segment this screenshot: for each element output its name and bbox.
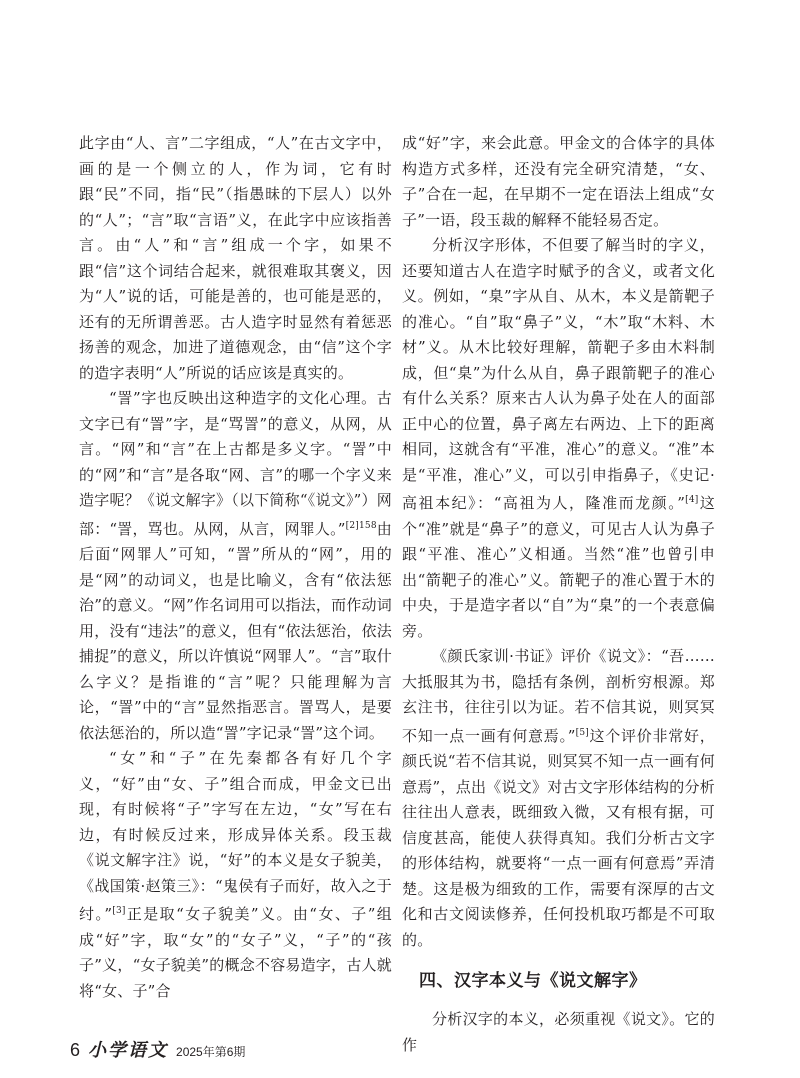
page-footer	[70, 1036, 245, 1062]
paragraph: 《颜氏家训·书证》评价《说文》：“吾……大抵服其为书，隐括有条例，剖析穷根源。郑玄注书，往往引以为证。若不信其说，则冥冥不知一点一画有何意焉。”[5]这个评价非常好，颜氏说“若不信其说，则冥冥不知一点一画有何意焉”，点出《说文》对古文字形体结构的分析往往出人意表，既细致入微，又有根有据，可信度甚高，能使人获得真知。我们分析古文字的形体结构，就要将“一点一画有何意焉”弄清楚。这是极为细致的工作，需要有深厚的古文化和古文阅读修养，任何投机取巧都是不可取的。	[402, 647, 715, 949]
issue-label: 2025年第6期	[176, 1045, 246, 1059]
page-number: 6	[70, 1040, 81, 1060]
paragraph: “詈”字也反映出这种造字的文化心理。古文字已有“詈”字，是“骂詈”的意义，从网，从言。“网”和“言”在上古都是多义字。“詈”中的“网”和“言”是各取“网、言”的哪一个字义来造字呢？《说文解字》（以下简称“《说文》”）网部：“詈，骂也。从网，从言，网罪人。”$^{[2]158}$由后面“网罪人”可知，“詈”所从的“网”，用的是“网”的动词义，也是比喻义，含有“依法惩治”的意义。“网”作名词用可以指法，而作动词用，没有“违法”的意义，但有“依法惩治，依法捕捉”的意义，所以许慎说“网罪人”。“言”取什么字义？是指谁的“言”呢？只能理解为言论，“詈”中的“言”显然指恶言。詈骂人，是要依法惩治的，所以造“詈”字记录“詈”这个词。	[79, 389, 392, 742]
paragraph: 此字由“人、言”二字组成，“人”在古文字中，画的是一个侧立的人，作为词，它有时跟“民”不同，指“民”（指愚昧的下层人）以外的“人”；“言”取“言语”义，在此字中应该指善言。由“人”和“言”组成一个字，如果不跟“信”这个词结合起来，就很难取其褒义，因为“人”说的话，可能是善的，也可能是恶的，还有的无所谓善恶。古人造字时显然有着惩恶扬善的观念，加进了道德观念，由“信”这个字的造字表明“人”所说的话应该是真实的。	[79, 134, 392, 382]
section-heading: 四、汉字本义与《说文解字》	[419, 971, 647, 991]
paragraph: 分析汉字形体，不但要了解当时的字义，还要知道古人在造字时赋予的含义，或者文化义。例如，“臬”字从自、从木，本义是箭靶子的准心。“自”取“鼻子”义，“木”取“木料、木材”义。从木比较好理解，箭靶子多由木料制成，但“臬”为什么从自，鼻子跟箭靶子的准心有什么关系？原来古人认为鼻子处在人的面部正中心的位置，鼻子离左右两边、上下的距离相同，这就含有“平准，准心”的意义。“准”本是“平准，准心”义，可以引申指鼻子，《史记·高祖本纪》：“高祖为人，隆准而龙颜。”[4]这个“准”就是“鼻子”的意义，可见古人认为鼻子跟“平准、准心”义相通。当然“准”也曾引申出“箭靶子的准心”义。箭靶子的准心置于木的中央，于是造字者以“自”为“臬”的一个表意偏旁。	[402, 236, 716, 640]
paragraph: “女”和“子”在先秦都各有好几个字义，“好”由“女、子”组合而成，甲金文已出现，有时候将“子”字写在左边，“女”写在右边，有时候反过来，形成异体关系。段玉裁《说文解字注》说，“好”的本义是女子貌美，《战国策·赵策三》：“鬼侯有子而好，故入之于纣。”[3]正是取“女子貌美”义。由“女、子”组成“好”字，取“女”的“女子”义，“子”的“孩子”义，“女子貌美”的概念不容易造字，古人就将“女、子”合	[79, 749, 392, 1000]
paragraph: 分析汉字的本义，必须重视《说文》。它的作	[402, 1010, 715, 1054]
magazine-logo: 小学语文	[88, 1040, 169, 1061]
right-column	[402, 131, 715, 1058]
left-column	[79, 131, 392, 1004]
paragraph: 成“好”字，来会此意。甲金文的合体字的具体构造方式多样，还没有完全研究清楚，“女、子”合在一起，在早期不一定在语法上组成“女子”一语，段玉裁的解释不能轻易否定。	[402, 134, 715, 229]
